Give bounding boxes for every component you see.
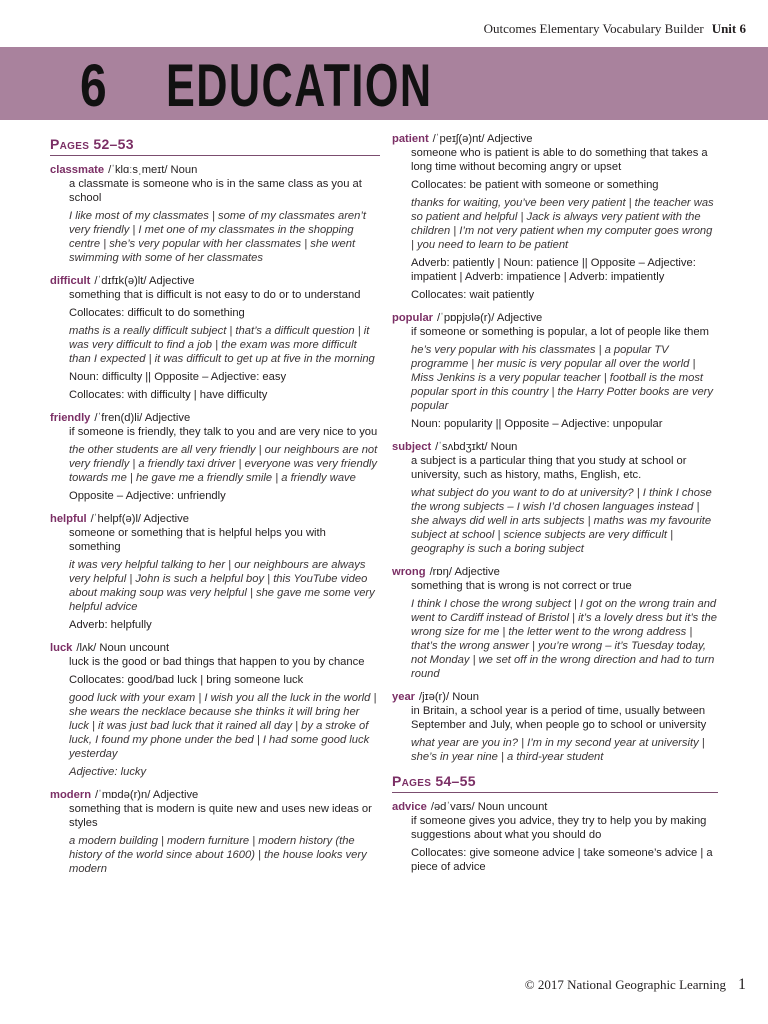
headword-line xyxy=(392,132,718,146)
definition: if someone is friendly, they talk to you and are very nice to you xyxy=(69,426,378,438)
part-of-speech: Noun xyxy=(490,441,518,453)
related-forms: Noun: popularity || Opposite – Adjective: unpopular xyxy=(411,418,663,430)
pronunciation: /ˈklɑːsˌmeɪt/ xyxy=(108,164,168,176)
entry-wrong xyxy=(392,565,718,681)
part-of-speech: Adjective xyxy=(496,312,543,324)
headword-line xyxy=(50,641,380,655)
entry-subject xyxy=(392,440,718,556)
examples: he’s very popular with his classmates | a popular TV programme | her music is very popular all over the world | Miss Jenkins is a very popular teacher | football is the most popular sport in this country | the Harry Potter books are very popular xyxy=(411,344,713,412)
headword: friendly xyxy=(50,412,91,424)
definition: a subject is a particular thing that you study at school or university, such as history, maths, English, etc. xyxy=(411,455,687,481)
entry-popular xyxy=(392,311,718,431)
definition: a classmate is someone who is in the same class as you at school xyxy=(69,178,362,204)
unit-number: 6 xyxy=(80,52,108,119)
pronunciation: /ˈdɪfɪk(ə)lt/ xyxy=(94,275,147,287)
part-of-speech: Adjective xyxy=(149,275,195,287)
definition: something that is modern is quite new and uses new ideas or styles xyxy=(69,803,372,829)
pronunciation: /ˈfren(d)li/ xyxy=(94,412,143,424)
entry-helpful xyxy=(50,512,380,632)
definition: someone who is patient is able to do something that takes a long time without becoming angry or upset xyxy=(411,147,708,173)
headword: patient xyxy=(392,133,429,145)
headword: classmate xyxy=(50,164,105,176)
related-forms: Adjective: lucky xyxy=(69,766,147,778)
collocates: Collocates: difficult to do something xyxy=(69,307,245,319)
part-of-speech: Adjective xyxy=(487,133,533,145)
book-title: Outcomes Elementary Vocabulary Builder xyxy=(483,21,704,36)
headword-line xyxy=(50,274,380,288)
definition: luck is the good or bad things that happen to you by chance xyxy=(69,656,365,668)
headword: luck xyxy=(50,642,73,654)
definition: something that is difficult is not easy to do or to understand xyxy=(69,289,361,301)
left-column xyxy=(50,132,380,885)
section-heading-pages-54-55: Pages 54–55 xyxy=(392,773,718,793)
headword: wrong xyxy=(392,566,426,578)
unit-title: EDUCATION xyxy=(166,52,433,119)
headword-line xyxy=(392,800,718,814)
definition: something that is wrong is not correct or true xyxy=(411,580,632,592)
examples: good luck with your exam | I wish you all the luck in the world | she wears the necklace because she thinks it will bring her luck | it was just bad luck that it rained all day | by a stroke of luck, I found my phone under the bed | I had some good luck yesterday xyxy=(69,692,377,760)
headword: modern xyxy=(50,789,92,801)
pronunciation: /ˈpɒpjʊlə(r)/ xyxy=(437,312,495,324)
entry-year xyxy=(392,690,718,764)
headword-line xyxy=(50,788,380,802)
definition: in Britain, a school year is a period of time, usually between September and July, when people go to school or university xyxy=(411,705,707,731)
running-header xyxy=(484,21,746,37)
entry-patient xyxy=(392,132,718,302)
right-column xyxy=(392,132,718,883)
headword: helpful xyxy=(50,513,87,525)
pronunciation: /ˈmɒdə(r)n/ xyxy=(95,789,151,801)
part-of-speech: Adjective xyxy=(152,789,199,801)
part-of-speech: Noun uncount xyxy=(99,642,170,654)
entry-advice xyxy=(392,800,718,874)
definition: if someone or something is popular, a lot of people like them xyxy=(411,326,709,338)
headword: popular xyxy=(392,312,434,324)
page-footer xyxy=(525,976,746,994)
headword: difficult xyxy=(50,275,91,287)
pronunciation: /jɪə(r)/ xyxy=(419,691,450,703)
headword: advice xyxy=(392,801,427,813)
part-of-speech: Noun xyxy=(170,164,198,176)
pronunciation: /ədˈvaɪs/ xyxy=(430,801,475,813)
unit-label: Unit 6 xyxy=(711,21,746,36)
headword: year xyxy=(392,691,416,703)
definition: if someone gives you advice, they try to help you by making suggestions about what you should do xyxy=(411,815,707,841)
definition: someone or something that is helpful helps you with something xyxy=(69,527,326,553)
page-number: 1 xyxy=(738,976,746,993)
section-heading-pages-52-53: Pages 52–53 xyxy=(50,136,380,156)
examples: I think I chose the wrong subject | I got on the wrong train and went to Cardiff instead of Bristol | it’s a lovely dress but it’s the wrong size for me | the letter went to the wrong address | that’s the wrong answer | you’re wrong – it’s Tuesday today, not Monday | we set off in the wrong direction and had to turn round xyxy=(411,598,717,680)
pronunciation: /lʌk/ xyxy=(76,642,97,654)
related-forms: Adverb: patiently | Noun: patience || Opposite – Adjective: impatient | Adverb: impatience | Adverb: impatiently xyxy=(411,257,696,283)
entry-modern xyxy=(50,788,380,876)
entry-friendly xyxy=(50,411,380,503)
headword-line xyxy=(50,411,380,425)
headword-line xyxy=(392,311,718,325)
examples: the other students are all very friendly | our neighbours are not very friendly | a friendly taxi driver | everyone was very friendly towards me | he gave me a friendly smile | a friendly wave xyxy=(69,444,378,484)
examples: what subject do you want to do at university? | I think I chose the wrong subjects – I wish I’d chosen languages instead | she always did well in arts subjects | maths was my favourite subject at school | science subjects are very difficult | geography is such a boring subject xyxy=(411,487,712,555)
headword-line xyxy=(50,512,380,526)
headword-line xyxy=(392,690,718,704)
examples: a modern building | modern furniture | modern history (the history of the world since about 1600) | the house looks very modern xyxy=(69,835,367,875)
examples: I like most of my classmates | some of my classmates aren’t very friendly | I met one of my classmates in the shopping centre | she’s very popular with her classmates | she went swimming with some of her classmates xyxy=(69,210,366,264)
examples: it was very helpful talking to her | our neighbours are always very helpful | John is such a helpful boy | this YouTube video about making soup was very helpful | she gave me some very helpful advice xyxy=(69,559,375,613)
entry-classmate xyxy=(50,163,380,265)
part-of-speech: Adjective xyxy=(454,566,500,578)
part-of-speech: Adjective xyxy=(144,412,191,424)
collocates: Collocates: wait patiently xyxy=(411,289,535,301)
collocates: Collocates: be patient with someone or something xyxy=(411,179,659,191)
examples: thanks for waiting, you’ve been very patient | the teacher was so patient and helpful | Jack is always very patient with the children | I’m not very patient when my computer goes wrong | you need to learn to be patient xyxy=(411,197,714,251)
related-forms: Opposite – Adjective: unfriendly xyxy=(69,490,226,502)
copyright-notice: © 2017 National Geographic Learning xyxy=(524,977,726,992)
part-of-speech: Noun uncount xyxy=(477,801,548,813)
headword-line xyxy=(50,163,380,177)
headword-line xyxy=(392,565,718,579)
entry-difficult xyxy=(50,274,380,402)
pronunciation: /ˈhelpf(ə)l/ xyxy=(90,513,142,525)
unit-banner xyxy=(0,47,768,120)
examples: what year are you in? | I’m in my second year at university | she’s in year nine | a third-year student xyxy=(411,737,705,763)
headword: subject xyxy=(392,441,432,453)
collocates: Collocates: good/bad luck | bring someone luck xyxy=(69,674,304,686)
pronunciation: /rɒŋ/ xyxy=(429,566,452,578)
headword-line xyxy=(392,440,718,454)
pronunciation: /ˈsʌbdʒɪkt/ xyxy=(435,441,488,453)
pronunciation: /ˈpeɪʃ(ə)nt/ xyxy=(432,133,485,145)
collocates: Collocates: give someone advice | take someone’s advice | a piece of advice xyxy=(411,847,713,873)
part-of-speech: Noun xyxy=(452,691,479,703)
collocates: Collocates: with difficulty | have difficulty xyxy=(69,389,268,401)
part-of-speech: Adjective xyxy=(143,513,189,525)
related-forms: Noun: difficulty || Opposite – Adjective: easy xyxy=(69,371,287,383)
related-forms: Adverb: helpfully xyxy=(69,619,152,631)
examples: maths is a really difficult subject | that’s a difficult question | it was very difficult to find a job | the exam was more difficult than I expected | it was difficult to get up at five in the morning xyxy=(69,325,375,365)
entry-luck xyxy=(50,641,380,779)
